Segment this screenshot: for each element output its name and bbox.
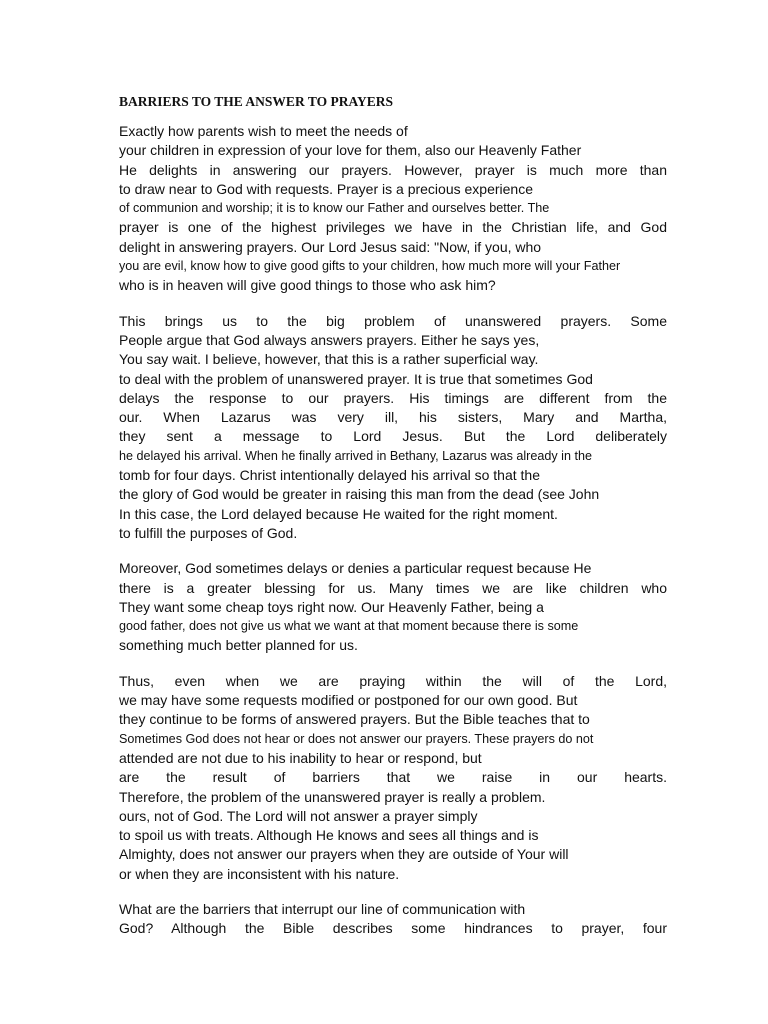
- text-line: ours, not of God. The Lord will not answer a prayer simply: [119, 807, 478, 824]
- paragraph: [119, 672, 667, 884]
- text-line: Sometimes God does not hear or does not answer our prayers. These prayers do not: [119, 731, 594, 746]
- text-line: delays the response to our prayers. His timings are different from the: [119, 389, 667, 406]
- text-line: the glory of God would be greater in raising this man from the dead (see John: [119, 486, 600, 503]
- text-line: prayer is one of the highest privileges we have in the Christian life, and God: [119, 219, 667, 236]
- document-body: [119, 122, 667, 939]
- text-line: good father, does not give us what we want at that moment because there is some: [119, 619, 579, 634]
- text-line: to deal with the problem of unanswered prayer. It is true that sometimes God: [119, 370, 593, 387]
- text-line: they sent a message to Lord Jesus. But the Lord deliberately: [119, 428, 667, 445]
- text-line: They want some cheap toys right now. Our Heavenly Father, being a: [119, 598, 544, 615]
- text-line: God? Although the Bible describes some hindrances to prayer, four: [119, 920, 667, 937]
- text-line: who is in heaven will give good things to those who ask him?: [119, 277, 496, 294]
- text-line: to fulfill the purposes of God.: [119, 524, 298, 541]
- text-line: In this case, the Lord delayed because He waited for the right moment.: [119, 505, 558, 522]
- text-line: or when they are inconsistent with his nature.: [119, 865, 400, 882]
- text-line: our. When Lazarus was very ill, his sisters, Mary and Martha,: [119, 409, 667, 426]
- text-line: to draw near to God with requests. Prayer is a precious experience: [119, 180, 533, 197]
- text-line: Almighty, does not answer our prayers when they are outside of Your will: [119, 846, 569, 863]
- text-line: we may have some requests modified or postponed for our own good. But: [119, 692, 578, 709]
- text-line: Thus, even when we are praying within the will of the Lord,: [119, 672, 667, 689]
- text-line: tomb for four days. Christ intentionally delayed his arrival so that the: [119, 467, 540, 484]
- document-page: [119, 93, 667, 955]
- text-line: to spoil us with treats. Although He knows and sees all things and is: [119, 827, 539, 844]
- text-line: they continue to be forms of answered prayers. But the Bible teaches that to: [119, 711, 590, 728]
- text-line: there is a greater blessing for us. Many times we are like children who: [119, 579, 667, 596]
- text-line: People argue that God always answers prayers. Either he says yes,: [119, 331, 540, 348]
- text-line: delight in answering prayers. Our Lord Jesus said: "Now, if you, who: [119, 238, 542, 255]
- text-line: Therefore, the problem of the unanswered prayer is really a problem.: [119, 788, 546, 805]
- text-line: are the result of barriers that we raise in our hearts.: [119, 769, 667, 786]
- text-line: attended are not due to his inability to hear or respond, but: [119, 749, 482, 766]
- text-line: Moreover, God sometimes delays or denies a particular request because He: [119, 560, 592, 577]
- text-line: of communion and worship; it is to know our Father and ourselves better. The: [119, 201, 550, 216]
- text-line: your children in expression of your love for them, also our Heavenly Father: [119, 142, 582, 159]
- text-line: You say wait. I believe, however, that this is a rather superficial way.: [119, 351, 539, 368]
- paragraph: [119, 122, 667, 296]
- document-title: BARRIERS TO THE ANSWER TO PRAYERS: [119, 94, 393, 109]
- paragraph: [119, 312, 667, 544]
- text-line: something much better planned for us.: [119, 637, 358, 654]
- text-line: This brings us to the big problem of unanswered prayers. Some: [119, 312, 667, 329]
- text-line: Exactly how parents wish to meet the needs of: [119, 123, 408, 139]
- text-line: What are the barriers that interrupt our line of communication with: [119, 900, 526, 917]
- text-line: you are evil, know how to give good gifts to your children, how much more will your Father: [119, 259, 621, 274]
- text-line: he delayed his arrival. When he finally arrived in Bethany, Lazarus was already in the: [119, 448, 592, 463]
- paragraph: [119, 900, 667, 939]
- text-line: He delights in answering our prayers. However, prayer is much more than: [119, 161, 667, 178]
- paragraph: [119, 559, 667, 655]
